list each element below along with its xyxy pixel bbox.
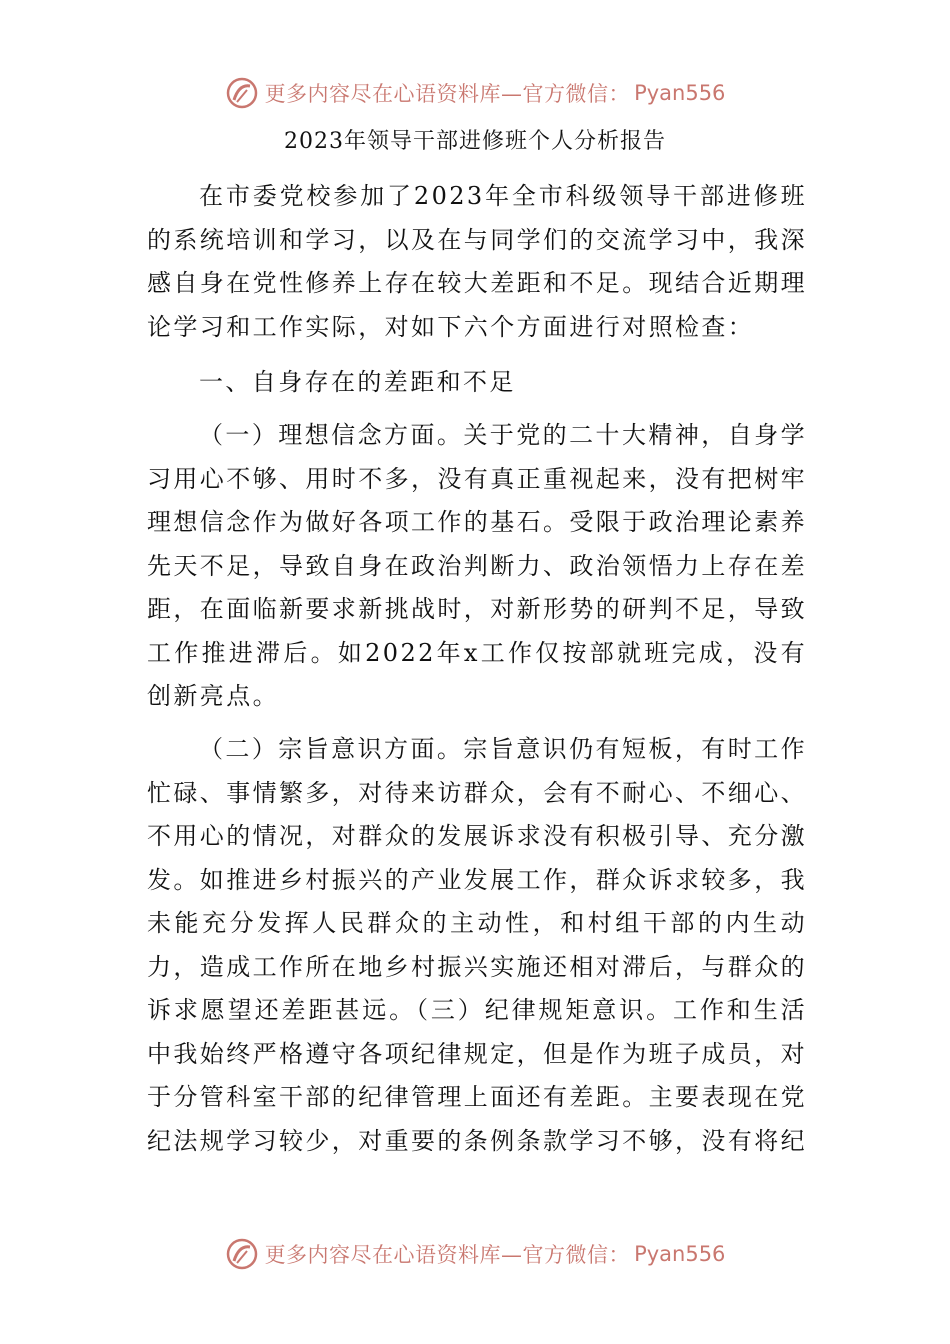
ideals-paragraph: （一）理想信念方面。关于党的二十大精神，自身学习用心不够、用时不多，没有真正重视起来，没有把树牢理想信念作为做好各项工作的基石。受限于政治理论素养先天不足，导致自身在政治判断力、政治领悟力上存在差距，在面临新要求新挑战时，对新形势的研判不足，导致工作推进滞后。如2022年x工作仅按部就班完成，没有创新亮点。 bbox=[147, 421, 807, 710]
watermark-wechat-id: Pyan556 bbox=[634, 1242, 726, 1266]
watermark-header bbox=[0, 73, 950, 113]
watermark-wechat-id: Pyan556 bbox=[634, 81, 726, 105]
watermark-text: 更多内容尽在心语资料库—官方微信： bbox=[264, 1243, 631, 1267]
watermark-logo-icon bbox=[225, 1237, 259, 1271]
watermark-text: 更多内容尽在心语资料库—官方微信： bbox=[264, 82, 631, 106]
document-title: 2023年领导干部进修班个人分析报告 bbox=[284, 129, 666, 154]
section-heading: 一、自身存在的差距和不足 bbox=[199, 368, 516, 396]
purpose-discipline-paragraph: （二）宗旨意识方面。宗旨意识仍有短板，有时工作忙碌、事情繁多，对待来访群众，会有不耐心、不细心、不用心的情况，对群众的发展诉求没有积极引导、充分激发。如推进乡村振兴的产业发展工作，群众诉求较多，我未能充分发挥人民群众的主动性，和村组干部的内生动力，造成工作所在地乡村振兴实施还相对滞后，与群众的诉求愿望还差距甚远。（三）纪律规矩意识。工作和生活中我始终严格遵守各项纪律规定，但是作为班子成员，对于分管科室干部的纪律管理上面还有差距。主要表现在党纪法规学习较少，对重要的条例条款学习不够，没有将纪 bbox=[147, 735, 807, 1155]
intro-paragraph: 在市委党校参加了2023年全市科级领导干部进修班的系统培训和学习，以及在与同学们的交流学习中，我深感自身在党性修养上存在较大差距和不足。现结合近期理论学习和工作实际，对如下六个方面进行对照检查： bbox=[147, 182, 807, 341]
watermark-logo-icon bbox=[225, 76, 259, 110]
watermark-footer bbox=[0, 1234, 950, 1274]
